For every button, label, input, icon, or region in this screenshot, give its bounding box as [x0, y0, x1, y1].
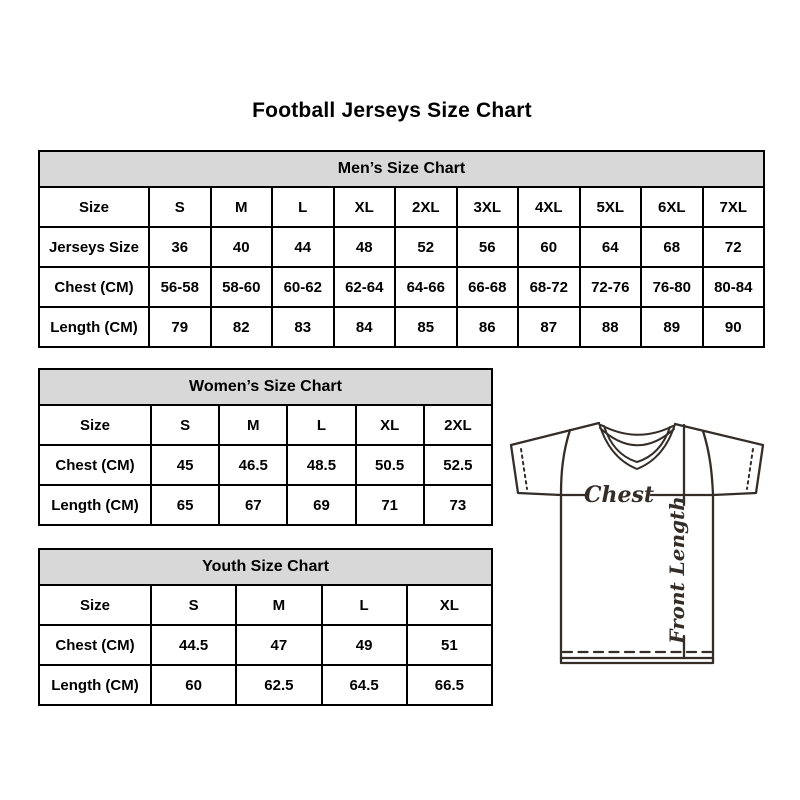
value-cell: 69: [287, 485, 355, 525]
value-cell: 64-66: [395, 267, 457, 307]
table-title-row: [39, 549, 492, 585]
jersey-collar: [599, 423, 675, 469]
value-cell: 60: [518, 227, 580, 267]
value-cell: 48.5: [287, 445, 355, 485]
jersey-outline: [511, 423, 763, 663]
value-cell: 80-84: [703, 267, 765, 307]
row-header-cell: Length (CM): [39, 485, 151, 525]
table-row: [39, 187, 764, 227]
value-cell: 68-72: [518, 267, 580, 307]
value-cell: 84: [334, 307, 396, 347]
row-header-cell: Length (CM): [39, 665, 151, 705]
value-cell: 49: [322, 625, 407, 665]
value-cell: 64: [580, 227, 642, 267]
row-header-cell: Chest (CM): [39, 267, 149, 307]
value-cell: M: [219, 405, 287, 445]
womens-size-table: [38, 368, 493, 526]
value-cell: 67: [219, 485, 287, 525]
value-cell: 71: [356, 485, 424, 525]
value-cell: 47: [236, 625, 321, 665]
value-cell: 86: [457, 307, 519, 347]
value-cell: 60-62: [272, 267, 334, 307]
value-cell: 68: [641, 227, 703, 267]
value-cell: 40: [211, 227, 273, 267]
value-cell: XL: [356, 405, 424, 445]
value-cell: XL: [407, 585, 492, 625]
value-cell: 87: [518, 307, 580, 347]
jersey-measurement-diagram: [503, 398, 777, 676]
value-cell: XL: [334, 187, 396, 227]
row-header-cell: Size: [39, 187, 149, 227]
value-cell: 90: [703, 307, 765, 347]
value-cell: 52: [395, 227, 457, 267]
table-row: [39, 267, 764, 307]
value-cell: 65: [151, 485, 219, 525]
value-cell: 36: [149, 227, 211, 267]
value-cell: 79: [149, 307, 211, 347]
page-title: Football Jerseys Size Chart: [252, 99, 532, 122]
table-row: [39, 665, 492, 705]
mens-size-table: [38, 150, 765, 348]
value-cell: 46.5: [219, 445, 287, 485]
value-cell: 51: [407, 625, 492, 665]
value-cell: 64.5: [322, 665, 407, 705]
front-length-label: Front Length: [665, 496, 689, 644]
value-cell: 7XL: [703, 187, 765, 227]
value-cell: 4XL: [518, 187, 580, 227]
value-cell: 72-76: [580, 267, 642, 307]
value-cell: 2XL: [424, 405, 492, 445]
value-cell: S: [151, 405, 219, 445]
value-cell: L: [287, 405, 355, 445]
value-cell: 58-60: [211, 267, 273, 307]
row-header-cell: Chest (CM): [39, 625, 151, 665]
table-title-row: [39, 369, 492, 405]
value-cell: 52.5: [424, 445, 492, 485]
table-row: [39, 307, 764, 347]
value-cell: 89: [641, 307, 703, 347]
value-cell: M: [236, 585, 321, 625]
jersey-diagram-icon: [503, 398, 777, 676]
value-cell: 62-64: [334, 267, 396, 307]
value-cell: 60: [151, 665, 236, 705]
value-cell: 73: [424, 485, 492, 525]
value-cell: 66-68: [457, 267, 519, 307]
value-cell: L: [272, 187, 334, 227]
value-cell: 50.5: [356, 445, 424, 485]
table-title: Women’s Size Chart: [39, 369, 492, 405]
value-cell: 76-80: [641, 267, 703, 307]
value-cell: 56: [457, 227, 519, 267]
value-cell: S: [149, 187, 211, 227]
value-cell: 5XL: [580, 187, 642, 227]
table-title-row: [39, 151, 764, 187]
value-cell: 85: [395, 307, 457, 347]
youth-size-table: [38, 548, 493, 706]
value-cell: 83: [272, 307, 334, 347]
value-cell: 56-58: [149, 267, 211, 307]
value-cell: 2XL: [395, 187, 457, 227]
value-cell: 44.5: [151, 625, 236, 665]
value-cell: 82: [211, 307, 273, 347]
table-title: Men’s Size Chart: [39, 151, 764, 187]
chest-label: Chest: [583, 482, 655, 508]
value-cell: 45: [151, 445, 219, 485]
row-header-cell: Size: [39, 405, 151, 445]
value-cell: 44: [272, 227, 334, 267]
row-header-cell: Chest (CM): [39, 445, 151, 485]
value-cell: 6XL: [641, 187, 703, 227]
value-cell: 66.5: [407, 665, 492, 705]
table-row: [39, 227, 764, 267]
value-cell: L: [322, 585, 407, 625]
table-row: [39, 625, 492, 665]
table-row: [39, 585, 492, 625]
row-header-cell: Size: [39, 585, 151, 625]
value-cell: 62.5: [236, 665, 321, 705]
value-cell: S: [151, 585, 236, 625]
table-title: Youth Size Chart: [39, 549, 492, 585]
table-row: [39, 405, 492, 445]
value-cell: 72: [703, 227, 765, 267]
value-cell: 48: [334, 227, 396, 267]
table-row: [39, 445, 492, 485]
value-cell: M: [211, 187, 273, 227]
value-cell: 3XL: [457, 187, 519, 227]
row-header-cell: Length (CM): [39, 307, 149, 347]
row-header-cell: Jerseys Size: [39, 227, 149, 267]
value-cell: 88: [580, 307, 642, 347]
table-row: [39, 485, 492, 525]
